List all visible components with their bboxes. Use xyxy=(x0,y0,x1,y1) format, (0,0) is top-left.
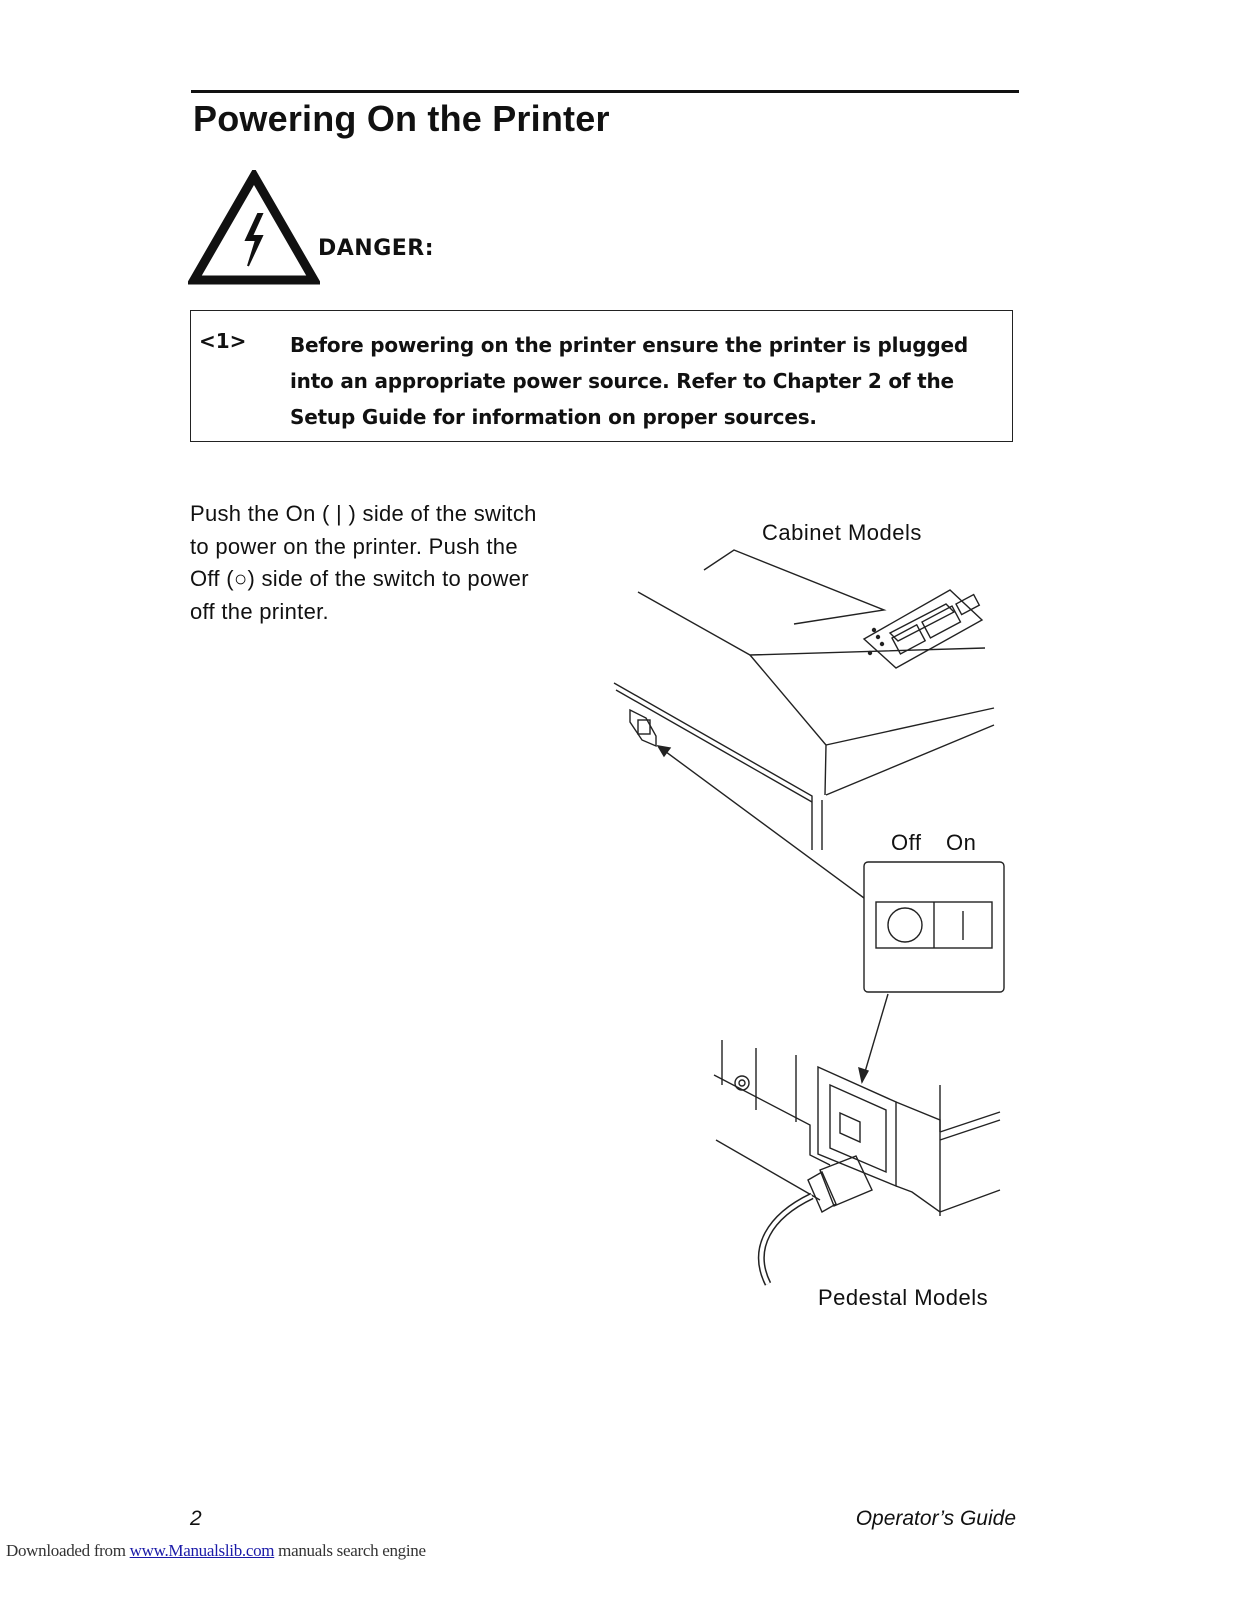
watermark-suffix: manuals search engine xyxy=(274,1541,426,1560)
header-rule xyxy=(191,90,1019,93)
download-watermark xyxy=(6,1541,426,1561)
instruction-text: Push the On ( | ) side of the switch to power on the printer. Push the Off (○) side of the switch to power off the printer. xyxy=(190,501,537,624)
power-switch-figure xyxy=(600,500,1020,1320)
danger-notice-box xyxy=(190,310,1013,442)
instruction-paragraph xyxy=(190,498,550,628)
watermark-prefix: Downloaded from xyxy=(6,1541,130,1560)
page-title: Powering On the Printer xyxy=(193,98,610,139)
switch-on-label: On xyxy=(946,830,977,855)
printer-illustration xyxy=(600,500,1020,1320)
danger-notice-number: <1> xyxy=(199,329,247,353)
danger-notice-text: Before powering on the printer ensure the printer is plugged into an appropriate power source. Refer to Chapter 2 of the Setup Guide for information on proper sources. xyxy=(290,333,969,429)
switch-off-label: Off xyxy=(891,830,922,855)
page-number: 2 xyxy=(190,1507,202,1530)
cabinet-models-label: Cabinet Models xyxy=(762,520,922,545)
danger-label: DANGER: xyxy=(318,236,435,261)
pedestal-models-label: Pedestal Models xyxy=(818,1285,989,1310)
footer-guide-title: Operator’s Guide xyxy=(855,1507,1016,1530)
high-voltage-warning-icon xyxy=(188,170,320,286)
manualslib-link[interactable]: www.Manualslib.com xyxy=(129,1541,275,1560)
